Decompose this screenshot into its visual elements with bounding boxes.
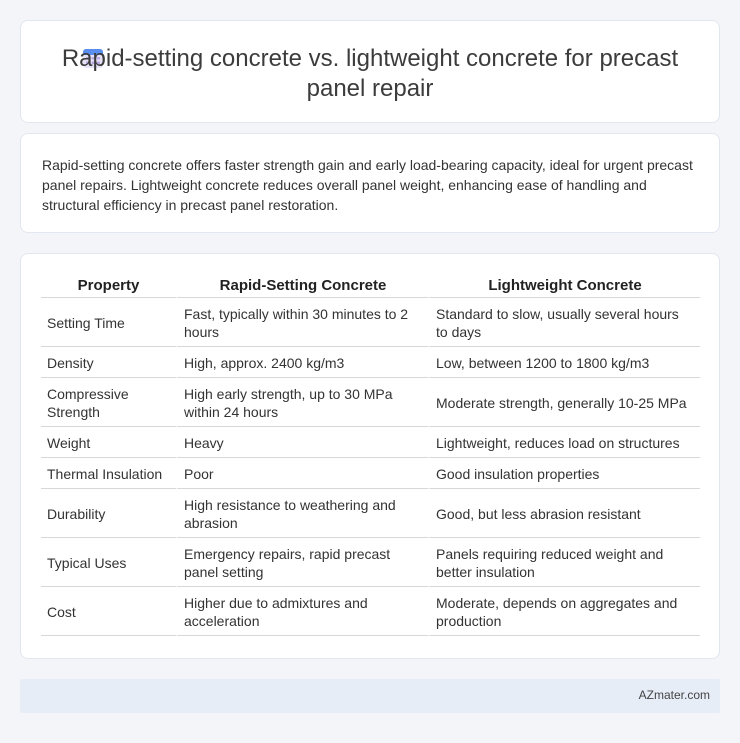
table-row (41, 458, 700, 489)
table-row (41, 378, 700, 427)
summary-card (20, 133, 720, 233)
table-cell: Poor (176, 458, 428, 489)
footer (20, 679, 720, 713)
table-cell: Moderate strength, generally 10-25 MPa (428, 378, 700, 427)
table-cell: Weight (41, 427, 176, 458)
table-cell: Good, but less abrasion resistant (428, 489, 700, 538)
table-cell: Good insulation properties (428, 458, 700, 489)
table-cell: Thermal Insulation (41, 458, 176, 489)
table-row (41, 298, 700, 347)
table-row (41, 587, 700, 636)
table-cell: Typical Uses (41, 538, 176, 587)
table-cell: High early strength, up to 30 MPa within 24 hours (176, 378, 428, 427)
column-header-property: Property (41, 274, 176, 298)
table-cell: High, approx. 2400 kg/m3 (176, 347, 428, 378)
table-cell: Higher due to admixtures and acceleration (176, 587, 428, 636)
page-title: Rapid-setting concrete vs. lightweight concrete for precast panel repair (61, 45, 679, 102)
footer-brand: AZmater.com (638, 688, 710, 702)
table-cell: Heavy (176, 427, 428, 458)
table-row (41, 538, 700, 587)
table-cell: Moderate, depends on aggregates and production (428, 587, 700, 636)
table-cell: Cost (41, 587, 176, 636)
table-cell: Panels requiring reduced weight and better insulation (428, 538, 700, 587)
table-cell: High resistance to weathering and abrasion (176, 489, 428, 538)
comparison-table-card (20, 253, 720, 659)
table-cell: Lightweight, reduces load on structures (428, 427, 700, 458)
title-card (20, 20, 720, 123)
table-cell: Compressive Strength (41, 378, 176, 427)
table-cell: Fast, typically within 30 minutes to 2 hours (176, 298, 428, 347)
table-cell: Durability (41, 489, 176, 538)
table-row (41, 427, 700, 458)
table-row (41, 347, 700, 378)
table-cell: Setting Time (41, 298, 176, 347)
table-header-row (41, 274, 700, 298)
table-cell: Standard to slow, usually several hours to days (428, 298, 700, 347)
column-header-rapid-setting: Rapid-Setting Concrete (176, 274, 428, 298)
table-cell: Low, between 1200 to 1800 kg/m3 (428, 347, 700, 378)
table-cell: Density (41, 347, 176, 378)
column-header-lightweight: Lightweight Concrete (428, 274, 700, 298)
table-row (41, 489, 700, 538)
table-cell: Emergency repairs, rapid precast panel setting (176, 538, 428, 587)
summary-text: Rapid-setting concrete offers faster strength gain and early load-bearing capacity, ideal for urgent precast panel repairs. Lightweight concrete reduces overall panel weight, enhancing ease of handling and structural efficiency in precast panel restoration. (42, 157, 693, 213)
comparison-table (41, 274, 700, 636)
